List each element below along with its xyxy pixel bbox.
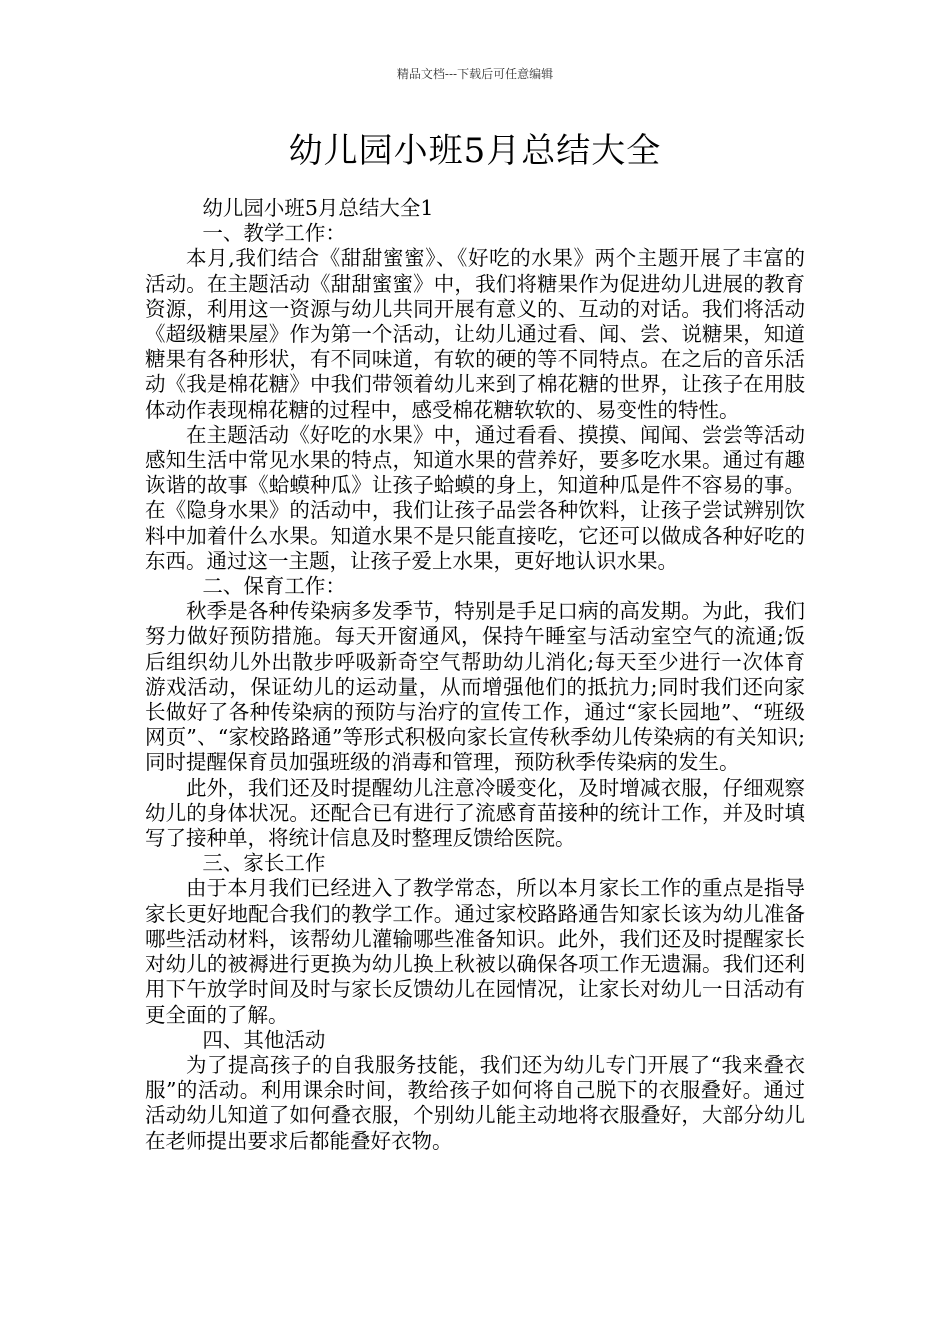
section-heading-parents: 三、家长工作: [202, 851, 326, 876]
section-heading-teaching: 一、教学工作：: [202, 221, 346, 246]
paragraph: 本月,我们结合《甜甜蜜蜜》、《好吃的水果》两个主题开展了丰富的活动。在主题活动《甜甜蜜蜜》中，我们将糖果作为促进幼儿进展的教育资源，利用这一资源与幼儿共同开展有意义的、互动的对话。我们将活动《超级糖果屋》作为第一个活动，让幼儿通过看、闻、尝、说糖果，知道糖果有各种形状，有不同味道，有软的硬的等不同特点。在之后的音乐活动《我是棉花糖》中我们带领着幼儿来到了棉花糖的世界，让孩子在用肢体动作表现棉花糖的过程中，感受棉花糖软软的、易变性的特性。: [145, 246, 805, 422]
section-heading-care: 二、保育工作：: [202, 574, 346, 599]
paragraph: 在主题活动《好吃的水果》中，通过看看、摸摸、闻闻、尝尝等活动感知生活中常见水果的特点，知道水果的营养好，要多吃水果。通过有趣诙谐的故事《蛤蟆种瓜》让孩子蛤蟆的身上，知道种瓜是件不容易的事。在《隐身水果》的活动中，我们让孩子品尝各种饮料，让孩子尝试辨别饮料中加着什么水果。知道水果不是只能直接吃，它还可以做成各种好吃的东西。通过这一主题，让孩子爱上水果，更好地认识水果。: [145, 422, 805, 573]
document-body: [145, 196, 805, 1154]
section-title: 幼儿园小班5月总结大全1: [202, 196, 434, 220]
paragraph: 由于本月我们已经进入了教学常态，所以本月家长工作的重点是指导家长更好地配合我们的教学工作。通过家校路路通告知家长该为幼儿准备哪些活动材料，该帮幼儿灌输哪些准备知识。此外，我们还及时提醒家长对幼儿的被褥进行更换为幼儿换上秋被以确保各项工作无遗漏。我们还利用下午放学时间及时与家长反馈幼儿在园情况，让家长对幼儿一日活动有更全面的了解。: [145, 876, 805, 1027]
page-header-note: 精品文档---下载后可任意编辑: [396, 67, 554, 81]
section-heading-other: 四、其他活动: [202, 1027, 326, 1052]
document-title: 幼儿园小班5月总结大全: [288, 131, 662, 171]
paragraph: 秋季是各种传染病多发季节，特别是手足口病的高发期。为此，我们努力做好预防措施。每天开窗通风，保持午睡室与活动室空气的流通;饭后组织幼儿外出散步呼吸新奇空气帮助幼儿消化;每天至少进行一次体育游戏活动，保证幼儿的运动量，从而增强他们的抵抗力;同时我们还向家长做好了各种传染病的预防与治疗的宣传工作，通过“家长园地”、“班级网页”、“家校路路通”等形式积极向家长宣传秋季幼儿传染病的有关知识;同时提醒保育员加强班级的消毒和管理，预防秋季传染病的发生。: [145, 599, 805, 775]
paragraph: 为了提高孩子的自我服务技能，我们还为幼儿专门开展了“我来叠衣服”的活动。利用课余时间，教给孩子如何将自己脱下的衣服叠好。通过活动幼儿知道了如何叠衣服，个别幼儿能主动地将衣服叠好，大部分幼儿在老师提出要求后都能叠好衣物。: [145, 1052, 805, 1153]
paragraph: 此外，我们还及时提醒幼儿注意冷暖变化，及时增减衣服，仔细观察幼儿的身体状况。还配合已有进行了流感育苗接种的统计工作，并及时填写了接种单，将统计信息及时整理反馈给医院。: [145, 775, 805, 851]
